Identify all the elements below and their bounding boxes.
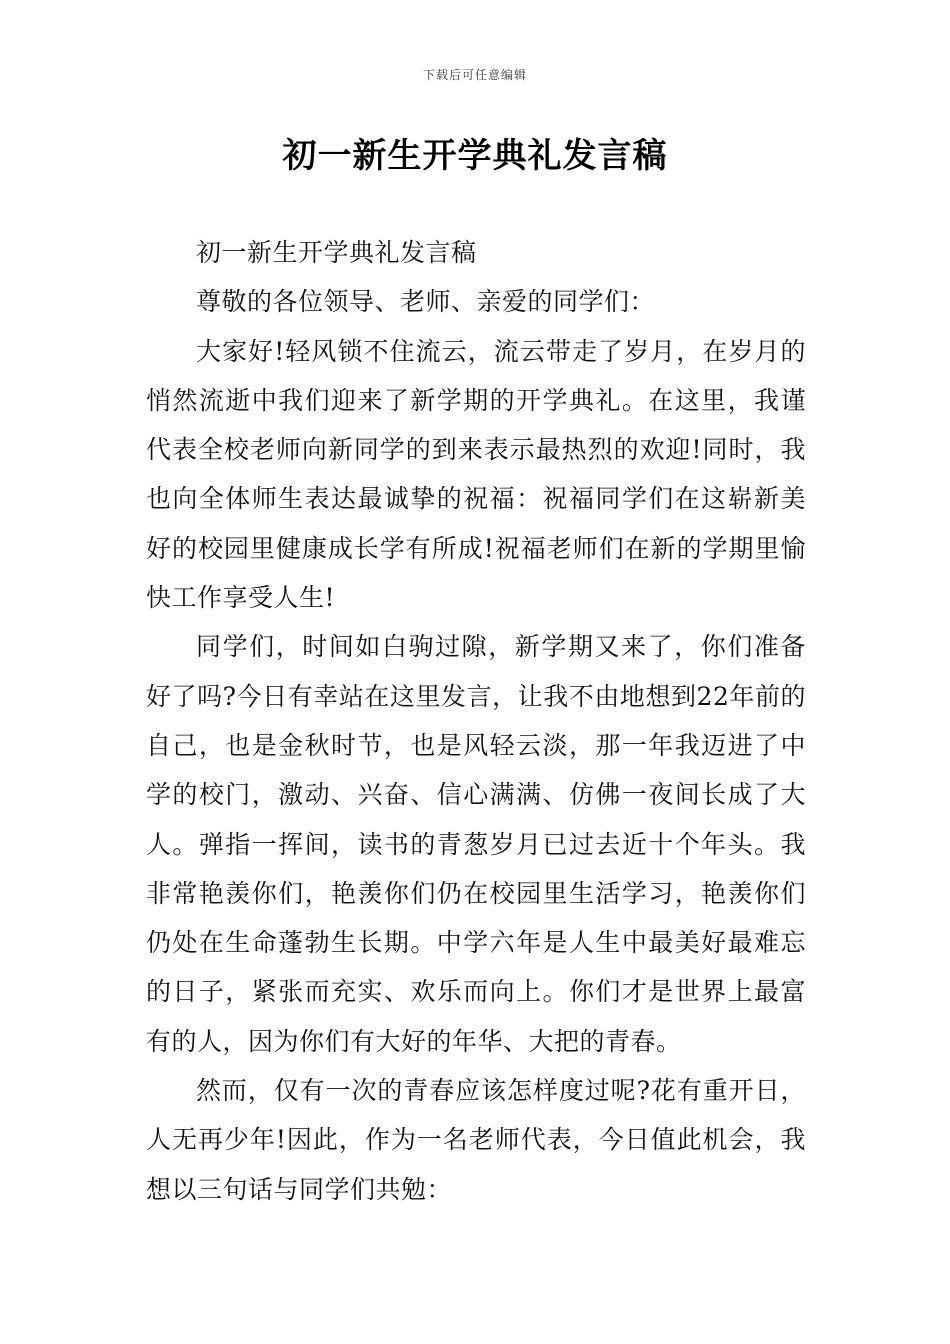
paragraph-advice-intro: 然而，仅有一次的青春应该怎样度过呢?花有重开日，人无再少年!因此，作为一名老师代表，今日值此机会，我想以三句话与同学们共勉： [146, 1076, 806, 1204]
paragraph-salutation: 尊敬的各位领导、老师、亲爱的同学们： [196, 287, 656, 317]
paragraph-reflection: 同学们，时间如白驹过隙，新学期又来了，你们准备好了吗?今日有幸站在这里发言，让我不由地想到22年前的自己，也是金秋时节，也是风轻云淡，那一年我迈进了中学的校门，激动、兴奋、信心满满、仿佛一夜间长成了大人。弹指一挥间，读书的青葱岁月已过去近十个年头。我非常艳羡你们，艳羡你们仍在校园里生活学习，艳羡你们仍处在生命蓬勃生长期。中学六年是人生中最美好最难忘的日子，紧张而充实、欢乐而向上。你们才是世界上最富有的人，因为你们有大好的年华、大把的青春。 [146, 632, 806, 1056]
paragraph-subtitle: 初一新生开学典礼发言稿 [196, 238, 477, 267]
header-note: 下载后可任意编辑 [422, 68, 527, 82]
document-body [146, 228, 806, 1214]
document-title: 初一新生开学典礼发言稿 [282, 136, 668, 176]
paragraph-greeting: 大家好!轻风锁不住流云，流云带走了岁月，在岁月的悄然流逝中我们迎来了新学期的开学典礼。在这里，我谨代表全校老师向新同学的到来表示最热烈的欢迎!同时，我也向全体师生表达最诚挚的祝福：祝福同学们在这崭新美好的校园里健康成长学有所成!祝福老师们在新的学期里愉快工作享受人生! [146, 336, 806, 613]
